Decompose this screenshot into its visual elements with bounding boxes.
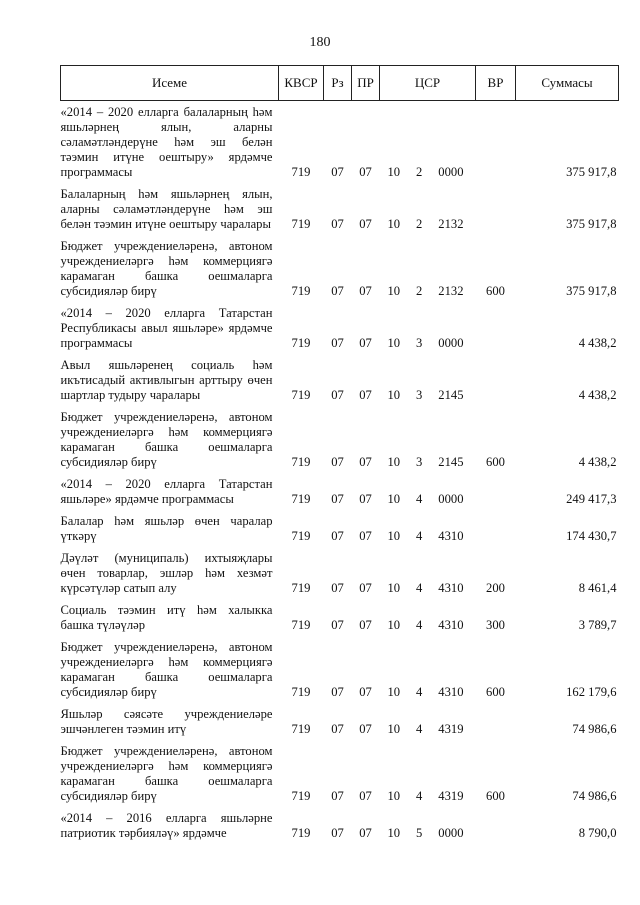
row-csr-part: 4 xyxy=(416,529,423,543)
row-kvsr: 719 xyxy=(291,492,311,506)
row-csr-part: 10 xyxy=(387,685,401,699)
row-vr xyxy=(476,356,516,408)
row-pr: 07 xyxy=(359,529,372,543)
row-kvsr: 719 xyxy=(291,284,311,298)
row-kvsr: 719 xyxy=(291,217,311,231)
table-row xyxy=(61,742,619,809)
row-rz: 07 xyxy=(331,581,344,595)
row-csr-part: 10 xyxy=(387,618,401,632)
row-vr: 600 xyxy=(486,789,505,803)
row-csr-part: 2 xyxy=(416,165,423,179)
header-sum: Суммасы xyxy=(516,66,619,101)
table-row xyxy=(61,356,619,408)
row-sum: 375 917,8 xyxy=(566,165,617,179)
row-rz: 07 xyxy=(331,618,344,632)
table-row xyxy=(61,101,619,186)
row-sum: 4 438,2 xyxy=(578,388,617,402)
row-name: Бюджет учреждениеләренә, автоном учреждениеләргә һәм коммерциягә карамаган башка оешмаларга субсидияләр бирү xyxy=(60,239,273,298)
row-name: Яшьләр сәясәте учреждениеләре эшчәнлеген тәэмин итү xyxy=(60,707,273,736)
row-kvsr: 719 xyxy=(291,581,311,595)
row-name: Авыл яшьләренең социаль һәм икътисадый активлыгын арттыру өчен шартлар тудыру чаралары xyxy=(60,358,273,402)
row-name: Балаларның һәм яшьләрнең ялын, аларны сәламәтләндерүне һәм эш белән тәэмин итүне оештыру чаралары xyxy=(60,187,273,231)
row-vr xyxy=(476,185,516,237)
row-name: Бюджет учреждениеләренә, автоном учреждениеләргә һәм коммерциягә карамаган башка оешмаларга субсидияләр бирү xyxy=(60,410,273,469)
row-csr-part: 2132 xyxy=(438,217,464,231)
row-rz: 07 xyxy=(331,492,344,506)
table-row xyxy=(61,475,619,512)
row-csr-part: 10 xyxy=(387,336,401,350)
table-row xyxy=(61,512,619,549)
row-vr xyxy=(476,475,516,512)
row-pr: 07 xyxy=(359,618,372,632)
row-csr-part: 4310 xyxy=(438,685,464,699)
row-rz: 07 xyxy=(331,529,344,543)
row-csr xyxy=(380,408,476,475)
row-vr xyxy=(476,101,516,186)
row-vr: 600 xyxy=(486,284,505,298)
row-vr: 600 xyxy=(486,455,505,469)
row-pr: 07 xyxy=(359,165,372,179)
row-pr: 07 xyxy=(359,217,372,231)
row-csr-part: 0000 xyxy=(438,826,464,840)
table-row xyxy=(61,601,619,638)
row-csr-part: 10 xyxy=(387,388,401,402)
budget-table xyxy=(60,65,619,846)
row-name: «2014 – 2016 елларга яшьләрне патриотик тәрбияләү» ярдәмче xyxy=(60,811,273,840)
row-name: Бюджет учреждениеләренә, автоном учреждениеләргә һәм коммерциягә карамаган башка оешмаларга субсидияләр бирү xyxy=(60,744,273,803)
row-pr: 07 xyxy=(359,581,372,595)
row-csr-part: 0000 xyxy=(438,492,464,506)
row-sum: 3 789,7 xyxy=(578,618,617,632)
row-csr-part: 4 xyxy=(416,618,423,632)
row-csr-part: 2 xyxy=(416,217,423,231)
row-pr: 07 xyxy=(359,336,372,350)
row-pr: 07 xyxy=(359,722,372,736)
row-sum: 174 430,7 xyxy=(566,529,617,543)
row-kvsr: 719 xyxy=(291,165,311,179)
row-csr-part: 2145 xyxy=(438,455,464,469)
row-pr: 07 xyxy=(359,789,372,803)
row-csr-part: 3 xyxy=(416,336,423,350)
row-csr-part: 4 xyxy=(416,492,423,506)
row-csr-part: 2 xyxy=(416,284,423,298)
page-number: 180 xyxy=(309,35,331,50)
header-pr: ПР xyxy=(352,66,380,101)
table-row xyxy=(61,185,619,237)
row-csr xyxy=(380,809,476,846)
row-rz: 07 xyxy=(331,826,344,840)
row-csr-part: 10 xyxy=(387,455,401,469)
row-kvsr: 719 xyxy=(291,529,311,543)
row-csr-part: 4 xyxy=(416,722,423,736)
row-sum: 4 438,2 xyxy=(578,336,617,350)
row-rz: 07 xyxy=(331,685,344,699)
table-body xyxy=(61,101,619,847)
row-pr: 07 xyxy=(359,455,372,469)
row-csr-part: 3 xyxy=(416,388,423,402)
row-csr-part: 0000 xyxy=(438,336,464,350)
row-csr-part: 4319 xyxy=(438,722,464,736)
header-csr: ЦСР xyxy=(380,66,476,101)
row-csr-part: 4310 xyxy=(438,581,464,595)
row-sum: 74 986,6 xyxy=(572,789,617,803)
row-csr xyxy=(380,512,476,549)
row-name: Социаль тәэмин итү һәм халыкка башка түләүләр xyxy=(60,603,273,632)
row-sum: 162 179,6 xyxy=(566,685,617,699)
row-sum: 8 790,0 xyxy=(578,826,617,840)
row-vr xyxy=(476,512,516,549)
row-sum: 375 917,8 xyxy=(566,284,617,298)
row-rz: 07 xyxy=(331,388,344,402)
row-csr xyxy=(380,185,476,237)
row-rz: 07 xyxy=(331,455,344,469)
row-pr: 07 xyxy=(359,685,372,699)
row-vr: 600 xyxy=(486,685,505,699)
row-name: «2014 – 2020 елларга Татарстан яшьләре» ярдәмче программасы xyxy=(60,477,273,506)
row-csr-part: 4 xyxy=(416,685,423,699)
row-vr xyxy=(476,809,516,846)
row-csr xyxy=(380,101,476,186)
row-kvsr: 719 xyxy=(291,722,311,736)
header-vr: ВР xyxy=(476,66,516,101)
row-kvsr: 719 xyxy=(291,336,311,350)
row-vr xyxy=(476,304,516,356)
table-row xyxy=(61,237,619,304)
table-row xyxy=(61,304,619,356)
row-csr-part: 5 xyxy=(416,826,423,840)
row-csr xyxy=(380,237,476,304)
row-rz: 07 xyxy=(331,217,344,231)
row-csr-part: 10 xyxy=(387,529,401,543)
row-name: Дәүләт (муниципаль) ихтыяҗлары өчен товарлар, эшләр һәм хезмәт күрсәтүләр сатып алу xyxy=(60,551,273,595)
table-row xyxy=(61,408,619,475)
row-rz: 07 xyxy=(331,284,344,298)
table-row xyxy=(61,809,619,846)
row-csr-part: 10 xyxy=(387,826,401,840)
row-pr: 07 xyxy=(359,284,372,298)
row-csr xyxy=(380,549,476,601)
table-row xyxy=(61,638,619,705)
row-csr-part: 10 xyxy=(387,789,401,803)
row-name: Балалар һәм яшьләр өчен чаралар үткәрү xyxy=(60,514,273,543)
row-name: «2014 – 2020 елларга Татарстан Республикасы авыл яшьләре» ярдәмче программасы xyxy=(60,306,273,350)
row-csr-part: 10 xyxy=(387,284,401,298)
row-csr-part: 2132 xyxy=(438,284,464,298)
row-sum: 74 986,6 xyxy=(572,722,617,736)
row-csr xyxy=(380,638,476,705)
row-csr-part: 4310 xyxy=(438,529,464,543)
row-kvsr: 719 xyxy=(291,826,311,840)
table-row xyxy=(61,549,619,601)
row-kvsr: 719 xyxy=(291,618,311,632)
row-kvsr: 719 xyxy=(291,388,311,402)
row-pr: 07 xyxy=(359,492,372,506)
row-name: Бюджет учреждениеләренә, автоном учреждениеләргә һәм коммерциягә карамаган башка оешмаларга субсидияләр бирү xyxy=(60,640,273,699)
row-csr-part: 10 xyxy=(387,492,401,506)
row-rz: 07 xyxy=(331,789,344,803)
row-csr-part: 0000 xyxy=(438,165,464,179)
row-sum: 249 417,3 xyxy=(566,492,617,506)
row-vr: 200 xyxy=(486,581,505,595)
row-rz: 07 xyxy=(331,165,344,179)
row-csr xyxy=(380,601,476,638)
row-csr xyxy=(380,705,476,742)
row-pr: 07 xyxy=(359,826,372,840)
row-vr: 300 xyxy=(486,618,505,632)
row-csr-part: 2145 xyxy=(438,388,464,402)
row-csr-part: 10 xyxy=(387,165,401,179)
row-sum: 375 917,8 xyxy=(566,217,617,231)
row-csr-part: 4 xyxy=(416,581,423,595)
row-csr-part: 10 xyxy=(387,217,401,231)
row-csr xyxy=(380,475,476,512)
header-name: Исеме xyxy=(61,66,279,101)
row-csr xyxy=(380,356,476,408)
row-kvsr: 719 xyxy=(291,685,311,699)
row-csr-part: 4310 xyxy=(438,618,464,632)
row-kvsr: 719 xyxy=(291,789,311,803)
header-rz: Рз xyxy=(324,66,352,101)
row-vr xyxy=(476,705,516,742)
row-csr-part: 4 xyxy=(416,789,423,803)
row-csr xyxy=(380,742,476,809)
header-kvsr: КВСР xyxy=(279,66,324,101)
row-csr xyxy=(380,304,476,356)
row-sum: 8 461,4 xyxy=(578,581,617,595)
row-pr: 07 xyxy=(359,388,372,402)
row-name: «2014 – 2020 елларга балаларның һәм яшьләрнең ялын, аларны сәламәтләндерүне һәм эш белән тәэмин итүне оештыру» ярдәмче программасы xyxy=(60,105,273,179)
row-csr-part: 4319 xyxy=(438,789,464,803)
row-csr-part: 10 xyxy=(387,581,401,595)
row-csr-part: 10 xyxy=(387,722,401,736)
table-row xyxy=(61,705,619,742)
row-kvsr: 719 xyxy=(291,455,311,469)
row-rz: 07 xyxy=(331,722,344,736)
row-sum: 4 438,2 xyxy=(578,455,617,469)
header-row xyxy=(61,66,619,101)
row-rz: 07 xyxy=(331,336,344,350)
row-csr-part: 3 xyxy=(416,455,423,469)
